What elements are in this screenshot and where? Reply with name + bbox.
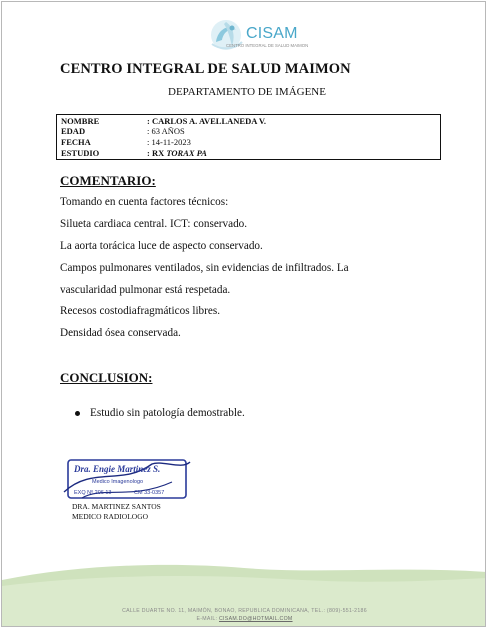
comentario-heading: COMENTARIO:	[60, 173, 156, 188]
stamp-exq: EXQ Nº 206 13	[74, 490, 112, 496]
estudio-row	[61, 148, 207, 158]
fecha-value: : 14-11-2023	[147, 137, 191, 147]
clinic-title: CENTRO INTEGRAL DE SALUD MAIMON	[60, 61, 351, 77]
signature-role: MEDICO RADIOLOGO	[72, 512, 149, 521]
fecha-row	[61, 137, 191, 147]
edad-value: : 63 AÑOS	[147, 126, 185, 136]
comentario-line: vascularidad pulmonar está respetada.	[60, 284, 231, 296]
estudio-value: TORAX PA	[166, 148, 207, 158]
stamp-cm: CM 33-0357	[134, 490, 165, 496]
signature-name: DRA. MARTINEZ SANTOS	[72, 502, 161, 511]
fecha-label: FECHA	[61, 137, 91, 147]
edad-label: EDAD	[61, 126, 86, 136]
logo-brand: CISAM	[246, 25, 298, 42]
comentario-line: Tomando en cuenta factores técnicos:	[60, 196, 229, 208]
comentario-line: Campos pulmonares ventilados, sin evidencias de infiltrados. La	[60, 262, 349, 274]
logo-emblem-icon	[206, 16, 248, 54]
stamp-name: Dra. Engie Martinez S.	[74, 464, 161, 474]
comentario-line: Densidad ósea conservada.	[60, 327, 181, 339]
comentario-line: La aorta torácica luce de aspecto conservado.	[60, 240, 263, 252]
footer-email-link[interactable]: CISAM.DO@HOTMAIL.COM	[219, 616, 293, 622]
footer-address: CALLE DUARTE NO. 11, MAIMÓN, BONAO, REPUBLICA DOMINICANA, TEL.: (809)-551-2186	[122, 608, 367, 614]
nombre-label: NOMBRE	[61, 116, 100, 126]
bullet-icon	[75, 411, 80, 416]
comentario-line: Recesos costodiafragmáticos libres.	[60, 305, 220, 317]
logo-subtitle: CENTRO INTEGRAL DE SALUD MAIMON	[226, 43, 309, 48]
estudio-prefix: : RX	[147, 148, 167, 158]
conclusion-heading: CONCLUSION:	[60, 370, 153, 385]
nombre-row	[61, 116, 266, 126]
nombre-value: : CARLOS A. AVELLANEDA V.	[147, 116, 267, 126]
stamp-title: Medico Imagenologo	[92, 479, 144, 485]
doctor-stamp	[62, 456, 194, 504]
footer-email-line	[2, 616, 486, 622]
edad-row	[61, 126, 185, 136]
patient-info-box	[56, 114, 441, 160]
comentario-line: Silueta cardiaca central. ICT: conservado.	[60, 218, 248, 230]
department-title: DEPARTAMENTO DE IMÁGENE	[168, 86, 326, 98]
footer-email-label: E-MAIL:	[196, 616, 220, 622]
conclusion-item: Estudio sin patología demostrable.	[90, 407, 245, 419]
cisam-logo	[206, 16, 310, 54]
estudio-label: ESTUDIO	[61, 148, 100, 158]
signature-block	[72, 502, 161, 522]
report-page	[1, 1, 486, 627]
